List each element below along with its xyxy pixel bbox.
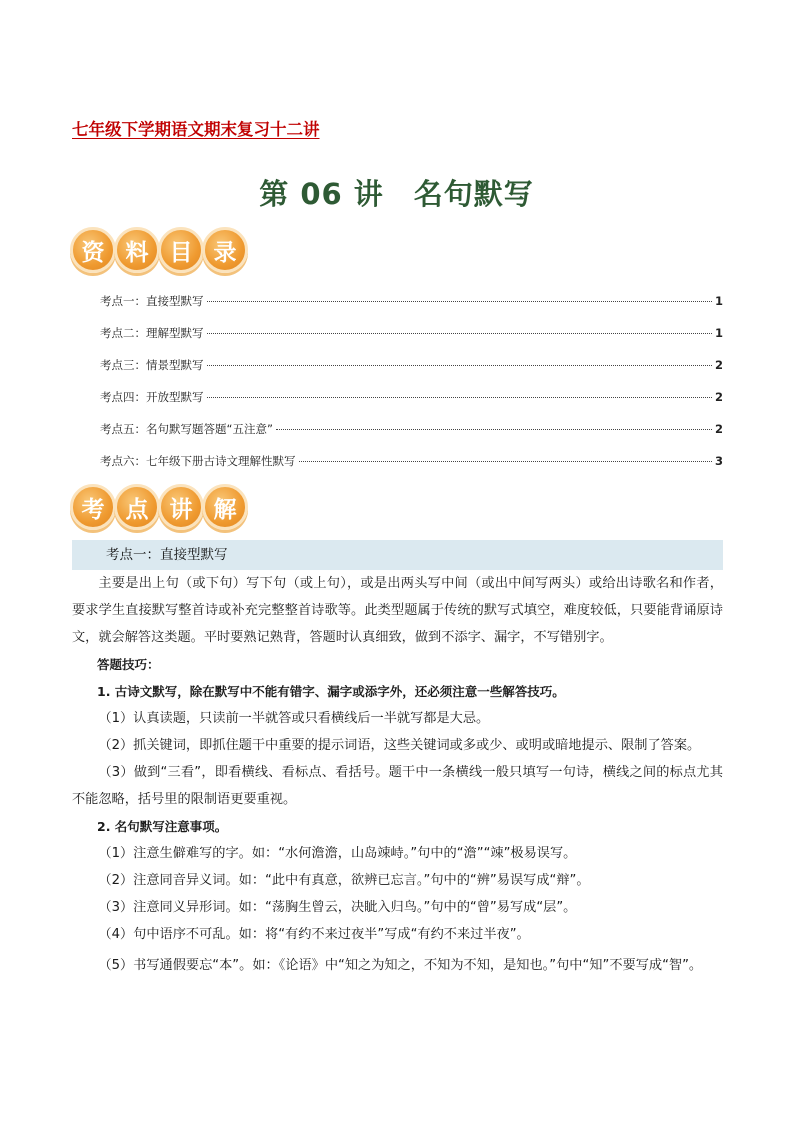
point1-item: （2）抓关键词，即抓住题干中重要的提示词语，这些关键词或多或少、或明或暗地提示、限制了答案。	[98, 738, 701, 753]
point1-item: （3）做到“三看”，即看横线、看标点、看括号。题干中一条横线一般只填写一句诗，横线之间的标点尤其不能忽略，括号里的限制语更要重视。	[72, 765, 723, 807]
point2-item: （3）注意同义异形词。如：“荡胸生曾云，决眦入归鸟。”句中的“曾”易写成“层”。	[98, 900, 577, 915]
badge-char: 解	[202, 484, 248, 530]
toc-item-label: 考点一：直接型默写	[100, 294, 204, 308]
badge-char: 资	[70, 227, 116, 273]
toc-item[interactable]	[100, 453, 723, 485]
badge-char: 考	[70, 484, 116, 530]
point2-item: （4）句中语序不可乱。如：将“有约不来过夜半”写成“有约不来过半夜”。	[98, 927, 530, 942]
point2-item: （5）书写通假要忘“本”。如：《论语》中“知之为知之，不知为不知，是知也。”句中“知”不要写成“智”。	[98, 958, 703, 973]
toc-leader	[207, 397, 712, 398]
toc-item-page: 2	[714, 422, 723, 436]
section-body	[72, 570, 723, 979]
toc-leader	[207, 333, 712, 334]
toc-item-label: 考点四：开放型默写	[100, 390, 204, 404]
page-title: 第 06 讲 名句默写	[259, 177, 534, 211]
badge-char: 录	[202, 227, 248, 273]
toc-item-page: 2	[714, 390, 723, 404]
point2-heading: 2. 名句默写注意事项。	[97, 819, 228, 834]
toc-item-page: 1	[714, 294, 723, 308]
toc-item[interactable]	[100, 293, 723, 325]
badge-char: 料	[114, 227, 160, 273]
toc-leader	[276, 429, 712, 430]
toc-leader	[207, 301, 712, 302]
badge-char: 讲	[158, 484, 204, 530]
toc-item-page: 2	[714, 358, 723, 372]
lecture-badge	[70, 484, 246, 530]
badge-char: 点	[114, 484, 160, 530]
table-of-contents	[100, 293, 723, 485]
series-title: 七年级下学期语文期末复习十二讲	[72, 120, 320, 139]
toc-item-label: 考点三：情景型默写	[100, 358, 204, 372]
section-heading: 考点一：直接型默写	[72, 540, 723, 570]
point1-heading: 1. 古诗文默写，除在默写中不能有错字、漏字或添字外，还必须注意一些解答技巧。	[97, 684, 565, 699]
toc-item[interactable]	[100, 325, 723, 357]
intro-paragraph: 主要是出上句（或下句）写下句（或上句），或是出两头写中间（或出中间写两头）或给出诗歌名和作者，要求学生直接默写整首诗或补充完整整首诗歌等。此类型题属于传统的默写式填空，难度较低，只要能背诵原诗文，就会解答这类题。平时要熟记熟背，答题时认真细致，做到不添字、漏字，不写错别字。	[72, 576, 723, 645]
skills-heading: 答题技巧：	[97, 657, 160, 672]
toc-item-page: 1	[714, 326, 723, 340]
toc-item-label: 考点五：名句默写题答题“五注意”	[100, 422, 273, 436]
toc-item-label: 考点二：理解型默写	[100, 326, 204, 340]
toc-item[interactable]	[100, 421, 723, 453]
toc-leader	[299, 461, 712, 462]
toc-item-page: 3	[714, 454, 723, 468]
toc-item[interactable]	[100, 389, 723, 421]
toc-item-label: 考点六：七年级下册古诗文理解性默写	[100, 454, 296, 468]
toc-item[interactable]	[100, 357, 723, 389]
point2-item: （2）注意同音异义词。如：“此中有真意，欲辨已忘言。”句中的“辨”易误写成“辩”。	[98, 873, 590, 888]
toc-leader	[207, 365, 712, 366]
point1-item: （1）认真读题，只读前一半就答或只看横线后一半就写都是大忌。	[98, 711, 490, 726]
badge-char: 目	[158, 227, 204, 273]
contents-badge	[70, 227, 246, 273]
point2-item: （1）注意生僻难写的字。如：“水何澹澹，山岛竦峙。”句中的“澹”“竦”极易误写。	[98, 846, 577, 861]
